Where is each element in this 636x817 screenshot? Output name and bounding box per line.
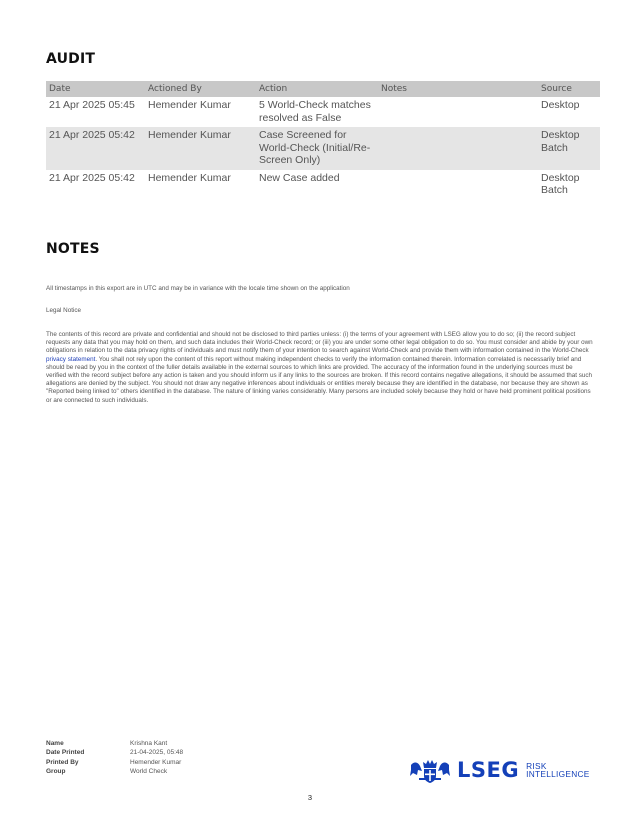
cell-notes [378, 97, 538, 127]
privacy-statement-link[interactable]: privacy statement [46, 355, 96, 363]
column-header-notes: Notes [378, 81, 538, 97]
printed-by-value: Hemender Kumar [130, 758, 182, 766]
date-printed-value: 21-04-2025, 05:48 [130, 749, 184, 757]
cell-date: 21 Apr 2025 05:42 [46, 127, 145, 170]
table-row [46, 170, 600, 200]
table-row [46, 97, 600, 127]
name-value: Krishna Kant [130, 740, 168, 747]
legal-text-part-1: The contents of this record are private and confidential and should not be disclosed to third parties unless: (i) the terms of your agreement with LSEG allow you to do so; (ii) the record subject requests any data that you may hold on them, and such data includes their World-Check record; or (iii) you are under some other legal obligation to do so. You must consider and abide by your own obligations in relation to the data privacy rights of individuals and must notify them of your intention to search against World-Check and provide them with information contained in the World-Check [46, 331, 593, 355]
risk-intelligence-text [526, 762, 590, 779]
page-number: 3 [307, 793, 313, 802]
cell-action: 5 World-Check matches resolved as False [259, 99, 371, 124]
group-label: Group [46, 767, 66, 775]
audit-heading: AUDIT [46, 51, 96, 67]
cell-action: Case Screened for World-Check (Initial/Re-Screen Only) [256, 127, 378, 170]
cell-source: Desktop Batch [538, 127, 600, 170]
audit-header-row [46, 81, 600, 97]
legal-text-part-2: . You shall not rely upon the content of this report without making independent checks to verify the information contained therein. Information correlated is necessarily brief and should be read by you in the context of the fuller details available in the external sources to which links are provided. The accuracy of the information found in the underlying sources must be verified with the record subject before any action is taken and you should inform us if any links to the sources are broken. If this record contains negative allegations, it should be assumed that such allegations are denied by the subject. You should not draw any negative inferences about individuals or entities merely because they are identified in the database, nor because they are shown as "Reported being linked to" others identified in the database. The nature of linking varies considerably. Many persons are included solely because they hold or have held prominent political positions or are connected to such individuals. [46, 355, 593, 404]
risk-text: RISK [526, 760, 547, 771]
lseg-logo [409, 757, 590, 783]
cell-source: Desktop Batch [541, 171, 580, 196]
cell-notes [378, 127, 538, 170]
date-printed-label: Date Printed [46, 749, 85, 757]
intelligence-text: INTELLIGENCE [526, 769, 590, 779]
audit-table [46, 81, 600, 200]
column-header-actioned-by: Actioned By [145, 81, 256, 97]
lseg-crest-icon [409, 757, 451, 783]
column-header-action: Action [256, 81, 378, 97]
cell-action: New Case added [259, 171, 340, 184]
column-header-source: Source [538, 81, 600, 97]
printed-by-label: Printed By [46, 758, 79, 766]
notes-heading: NOTES [46, 241, 100, 257]
print-details [46, 739, 183, 776]
cell-date: 21 Apr 2025 05:45 [49, 99, 135, 111]
cell-actioned-by: Hemender Kumar [148, 171, 231, 184]
cell-source: Desktop [541, 99, 580, 111]
table-row [46, 127, 600, 170]
cell-notes [378, 170, 538, 200]
legal-notice-text [46, 331, 594, 405]
lseg-wordmark: LSEG [457, 758, 520, 782]
cell-date: 21 Apr 2025 05:42 [49, 171, 135, 184]
legal-notice-heading: Legal Notice [46, 307, 82, 314]
group-value: World Check [130, 767, 168, 775]
name-label: Name [46, 740, 64, 747]
timestamp-note: All timestamps in this export are in UTC and may be in variance with the locale time shown on the application [46, 285, 350, 292]
cell-actioned-by: Hemender Kumar [148, 99, 231, 111]
column-header-date: Date [46, 81, 145, 97]
cell-actioned-by: Hemender Kumar [145, 127, 256, 170]
